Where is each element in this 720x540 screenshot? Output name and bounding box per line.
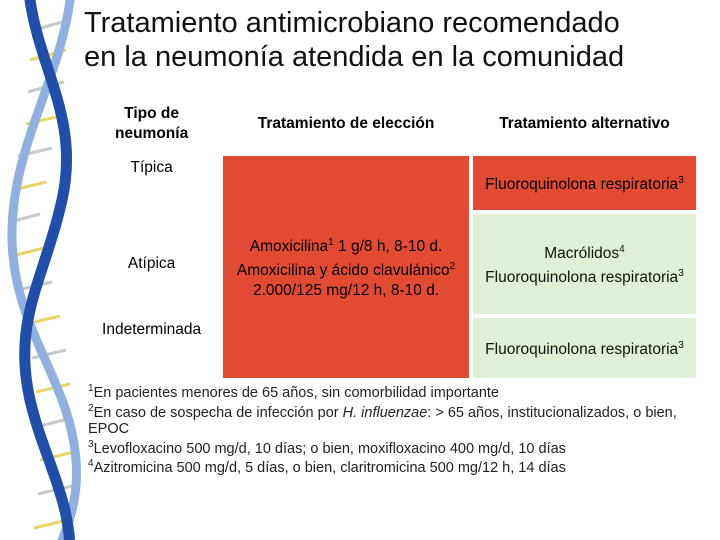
alt-cell-atypical [473, 214, 696, 314]
alt-text-indeterminate: Fluoroquinolona respiratoria [485, 341, 679, 359]
footnote-3-marker: 3 [88, 438, 94, 450]
table-header-row [84, 96, 696, 152]
title-line-2: en la neumonía atendida en la comunidad [84, 41, 625, 73]
footnote-2 [88, 401, 714, 437]
alt-cell-indeterminate [473, 318, 696, 378]
alt-note-atypical-1: 4 [619, 243, 625, 255]
header-first-choice: Tratamiento de elección [223, 96, 469, 152]
row-label-indeterminate: Indeterminada [84, 318, 219, 378]
alt-cell-typical [473, 156, 696, 210]
choice-text-1: Amoxicilina [249, 238, 329, 255]
choice-text-3: 2.000/125 mg/12 h, 8-10 d. [252, 282, 440, 300]
first-choice-cell [223, 156, 469, 378]
header-alternative: Tratamiento alternativo [473, 96, 696, 152]
alt-note-indeterminate: 3 [678, 339, 684, 351]
alt-text-typical: Fluoroquinolona respiratoria [485, 176, 679, 194]
alt-text-atypical-1: Macrólidos [544, 245, 620, 262]
alt-note-atypical-2: 3 [678, 268, 684, 279]
footnote-1-marker: 1 [88, 383, 94, 394]
title-line-1: Tratamiento antimicrobiano recomendado [84, 7, 620, 39]
header-pneumonia-type: Tipo de neumonía [84, 96, 219, 152]
footnote-3 [88, 437, 714, 457]
choice-note-1: 1 [328, 236, 334, 248]
footnote-2-text-pre: En caso de sospecha de infección por [93, 404, 343, 421]
footnote-2-marker: 2 [88, 402, 94, 414]
footnote-2-text-post: : > 65 años, institucionalizados, o bien, EPOC [88, 404, 677, 437]
row-label-atypical: Atípica [84, 214, 219, 314]
slide-title [84, 6, 714, 74]
footnotes [88, 381, 714, 476]
choice-note-2: 2 [449, 261, 456, 272]
footnote-4-marker: 4 [88, 458, 94, 470]
alt-text-atypical-2: Fluoroquinolona respiratoria [485, 269, 679, 287]
row-label-typical: Típica [84, 156, 219, 210]
footnote-4-text: Azitromicina 500 mg/d, 5 días, o bien, claritromicina 500 mg/12 h, 14 días [93, 460, 566, 477]
footnote-4 [88, 456, 714, 476]
choice-text-2: 1 g/8 h, 8-10 d. Amoxicilina y ácido clavulánico [236, 238, 450, 280]
treatment-table [80, 92, 700, 382]
footnote-2-organism: H. influenzae [342, 404, 428, 421]
footnote-3-text: Levofloxacino 500 mg/d, 10 días; o bien, moxifloxacino 400 mg/d, 10 días [93, 440, 566, 457]
table-row-typical [84, 156, 696, 210]
alt-note-typical: 3 [678, 174, 684, 186]
footnote-1-text: En pacientes menores de 65 años, sin comorbilidad importante [93, 384, 499, 401]
footnote-1 [88, 381, 714, 401]
